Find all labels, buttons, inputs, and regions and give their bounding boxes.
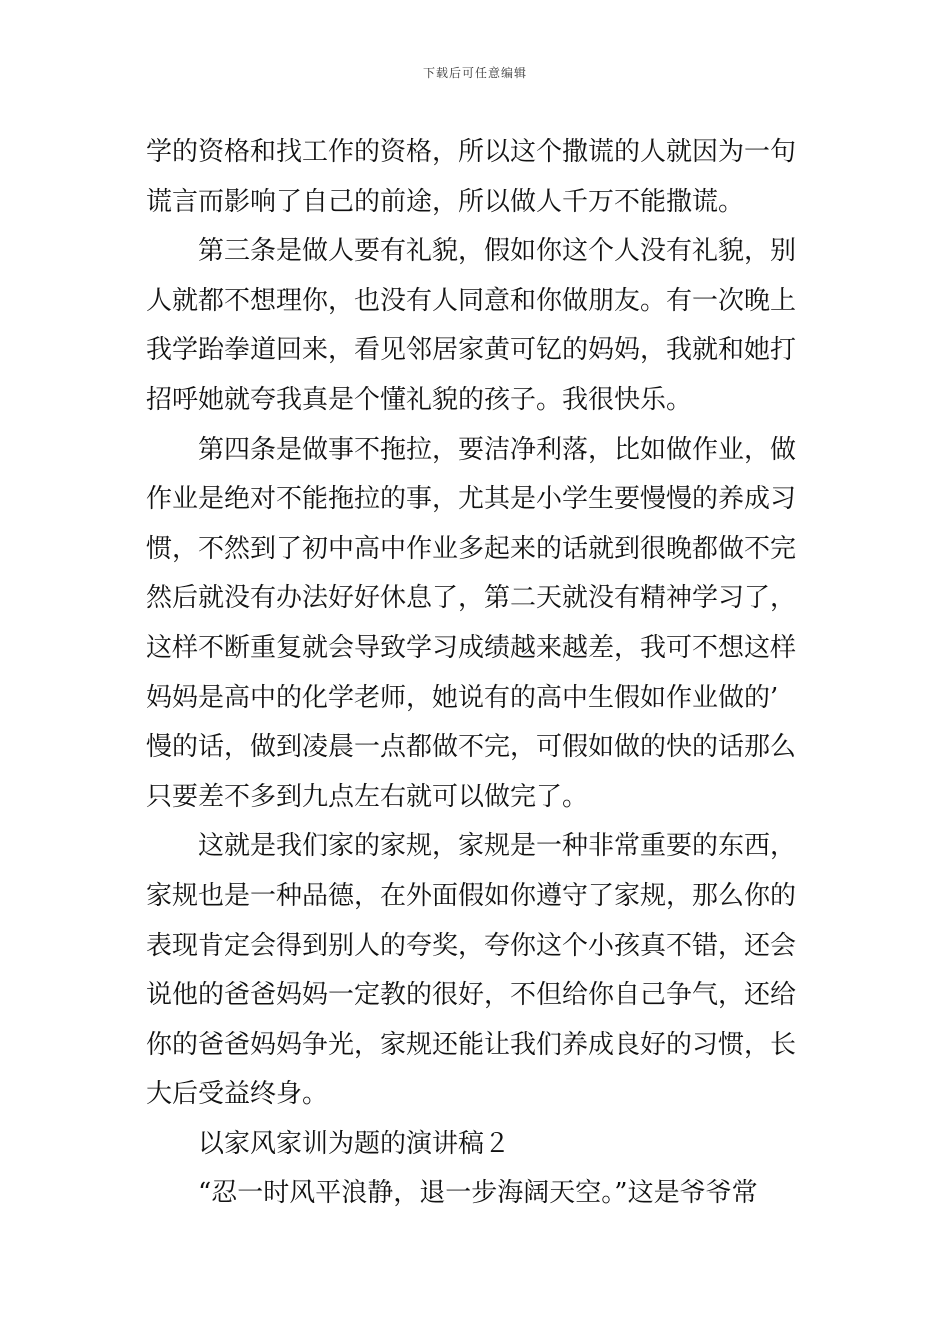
text-line: 大后受益终身。	[146, 1079, 329, 1110]
text-line: 慢的话，做到凌晨一点都做不完，可假如做的快的话那么	[146, 732, 797, 763]
text-line: 然后就没有办法好好休息了，第二天就没有精神学习了，	[146, 583, 797, 614]
text-line: 说他的爸爸妈妈一定教的很好，不但给你自己争气，还给	[146, 980, 797, 1011]
text-line: 惯，不然到了初中高中作业多起来的话就到很晚都做不完	[146, 533, 797, 564]
text-line: 第三条是做人要有礼貌，假如你这个人没有礼貌，别	[198, 236, 797, 267]
text-line: 只要差不多到九点左右就可以做完了。	[146, 781, 589, 812]
text-line: 这就是我们家的家规，家规是一种非常重要的东西，	[198, 831, 797, 862]
text-line: 妈妈是高中的化学老师，她说有的高中生假如作业做的’	[146, 682, 779, 713]
text-line: 第四条是做事不拖拉，要洁净利落，比如做作业，做	[198, 434, 797, 465]
text-line: 人就都不想理你，也没有人同意和你做朋友。有一次晚上	[146, 285, 797, 316]
text-line: 这样不断重复就会导致学习成绩越来越差，我可不想这样	[146, 632, 797, 663]
document-body	[146, 128, 806, 1219]
text-line: “忍一时风平浪静，退一步海阔天空。”这是爷爷常	[198, 1178, 758, 1209]
text-line: 作业是绝对不能拖拉的事，尤其是小学生要慢慢的养成习	[146, 484, 797, 515]
text-line: 我学跆拳道回来，看见邻居家黄可钇的妈妈，我就和她打	[146, 335, 797, 366]
text-line: 表现肯定会得到别人的夸奖，夸你这个小孩真不错，还会	[146, 930, 797, 961]
page-header: 下载后可任意编辑	[422, 66, 527, 80]
text-line: 谎言而影响了自己的前途，所以做人千万不能撒谎。	[146, 186, 745, 217]
section-heading: 以家风家训为题的演讲稿２	[198, 1128, 511, 1159]
text-line: 招呼她就夸我真是个懂礼貌的孩子。我很快乐。	[146, 384, 693, 415]
text-line: 家规也是一种品德，在外面假如你遵守了家规，那么你的	[146, 880, 797, 911]
text-line: 学的资格和找工作的资格，所以这个撒谎的人就因为一句	[146, 137, 797, 167]
text-line: 你的爸爸妈妈争光，家规还能让我们养成良好的习惯，长	[146, 1029, 797, 1060]
